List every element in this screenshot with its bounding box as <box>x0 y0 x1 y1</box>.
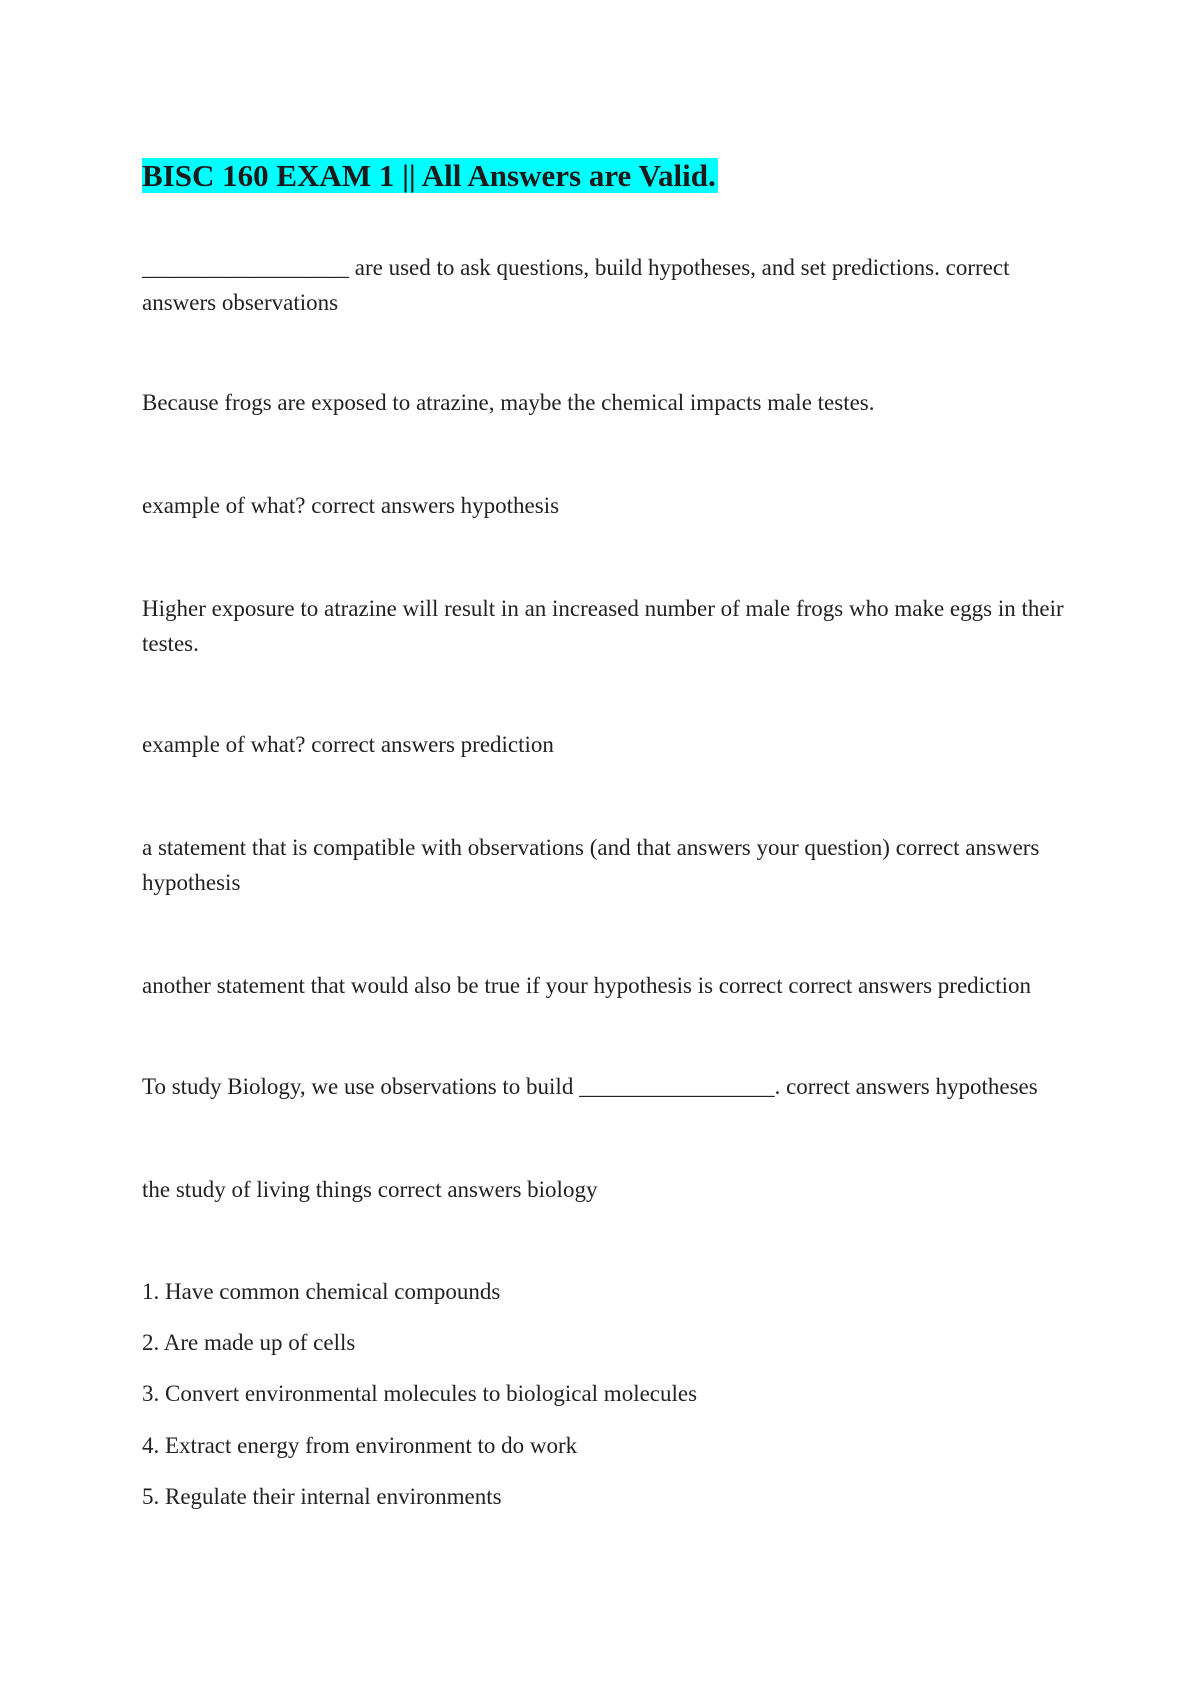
paragraph-frogs-atrazine: Because frogs are exposed to atrazine, maybe the chemical impacts male testes. <box>142 390 875 415</box>
paragraph-study-biology: To study Biology, we use observations to build _________________. correct answers hypotheses <box>142 1074 1038 1099</box>
document-title <box>142 155 718 197</box>
list-item: 1. Have common chemical compounds <box>142 1279 501 1304</box>
paragraph-living-things: the study of living things correct answers biology <box>142 1177 598 1202</box>
paragraph-another-statement: another statement that would also be true if your hypothesis is correct correct answers prediction <box>142 973 1032 998</box>
paragraph-example-prediction: example of what? correct answers prediction <box>142 732 554 757</box>
paragraph-observations: __________________ are used to ask questions, build hypotheses, and set predictions. correct answers observations <box>142 255 1010 315</box>
list-item: 2. Are made up of cells <box>142 1330 356 1355</box>
paragraph-higher-exposure: Higher exposure to atrazine will result in an increased number of male frogs who make eggs in their testes. <box>142 596 1064 656</box>
list-item: 4. Extract energy from environment to do work <box>142 1433 578 1458</box>
paragraph-statement-hypothesis: a statement that is compatible with observations (and that answers your question) correct answers hypothesis <box>142 835 1040 895</box>
list-item: 5. Regulate their internal environments <box>142 1484 502 1509</box>
title-highlight: BISC 160 EXAM 1 || All Answers are Valid. <box>142 158 716 193</box>
list-item: 3. Convert environmental molecules to biological molecules <box>142 1381 698 1406</box>
paragraph-example-hypothesis: example of what? correct answers hypothesis <box>142 493 560 518</box>
